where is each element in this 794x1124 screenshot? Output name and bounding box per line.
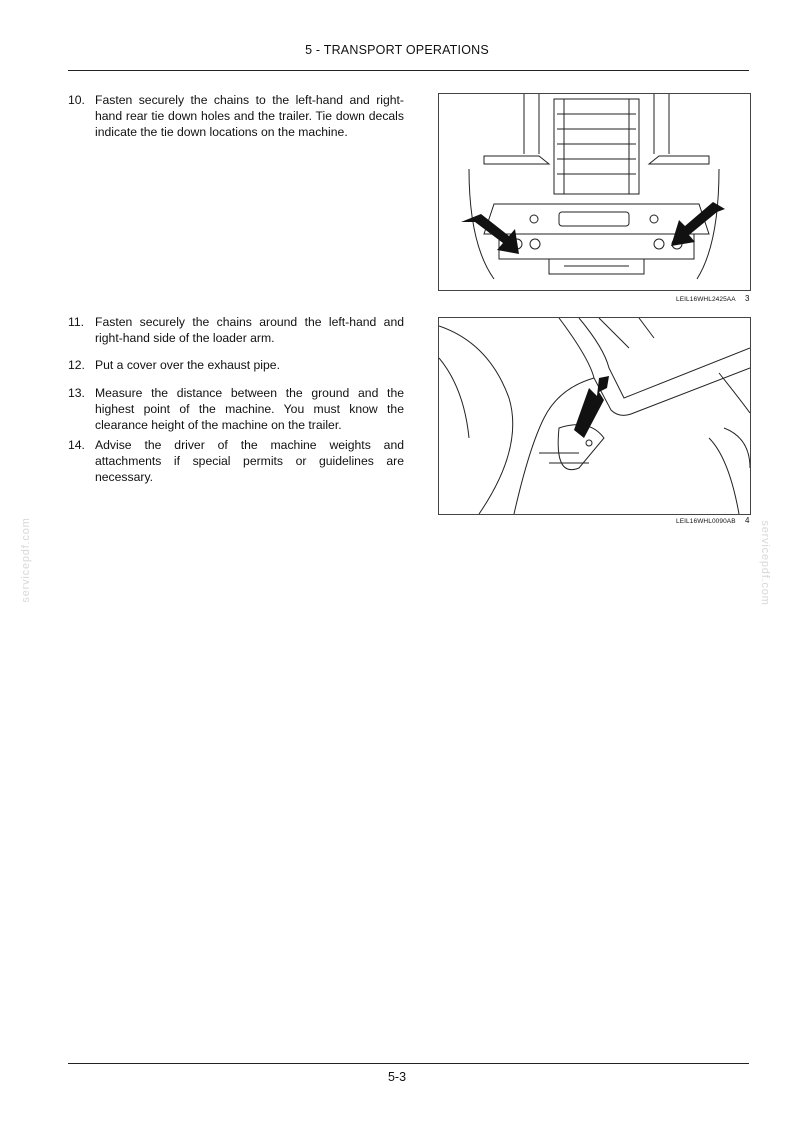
step-text: Put a cover over the exhaust pipe. — [95, 358, 280, 372]
header-rule — [68, 70, 749, 71]
step-number: 10. — [68, 93, 85, 107]
figure-3-code: LEIL16WHL2425AA — [676, 296, 736, 303]
figure-rear-tie-down — [438, 93, 751, 291]
step-text: Fasten securely the chains around the left-hand and right-hand side of the loader arm. — [95, 315, 404, 345]
figure-4-number: 4 — [745, 516, 750, 525]
page-header-title: 5 - TRANSPORT OPERATIONS — [305, 43, 489, 57]
step-number: 11. — [68, 315, 85, 329]
step-number: 13. — [68, 386, 85, 400]
figure-4-code: LEIL16WHL0090AB — [676, 518, 736, 525]
step-text: Advise the driver of the machine weights and attachments if special permits or guidelines are necessary. — [95, 438, 404, 484]
step-11 — [68, 314, 404, 346]
figure-3-number: 3 — [745, 294, 750, 303]
step-text: Measure the distance between the ground and the highest point of the machine. You must know the clearance height of the machine on the trailer. — [95, 386, 404, 432]
step-14 — [68, 437, 404, 485]
step-12 — [68, 357, 404, 373]
watermark-right: servicepdf.com — [759, 520, 771, 606]
watermark-left: servicepdf.com — [20, 517, 32, 603]
step-13 — [68, 385, 404, 433]
step-number: 12. — [68, 358, 85, 372]
footer-rule — [68, 1063, 749, 1064]
step-number: 14. — [68, 438, 85, 452]
step-10 — [68, 92, 404, 140]
page-number: 5-3 — [387, 1070, 407, 1084]
step-text: Fasten securely the chains to the left-hand and right-hand rear tie down holes and the trailer. Tie down decals indicate the tie down locations on the machine. — [95, 93, 404, 139]
figure-loader-arm — [438, 317, 751, 515]
